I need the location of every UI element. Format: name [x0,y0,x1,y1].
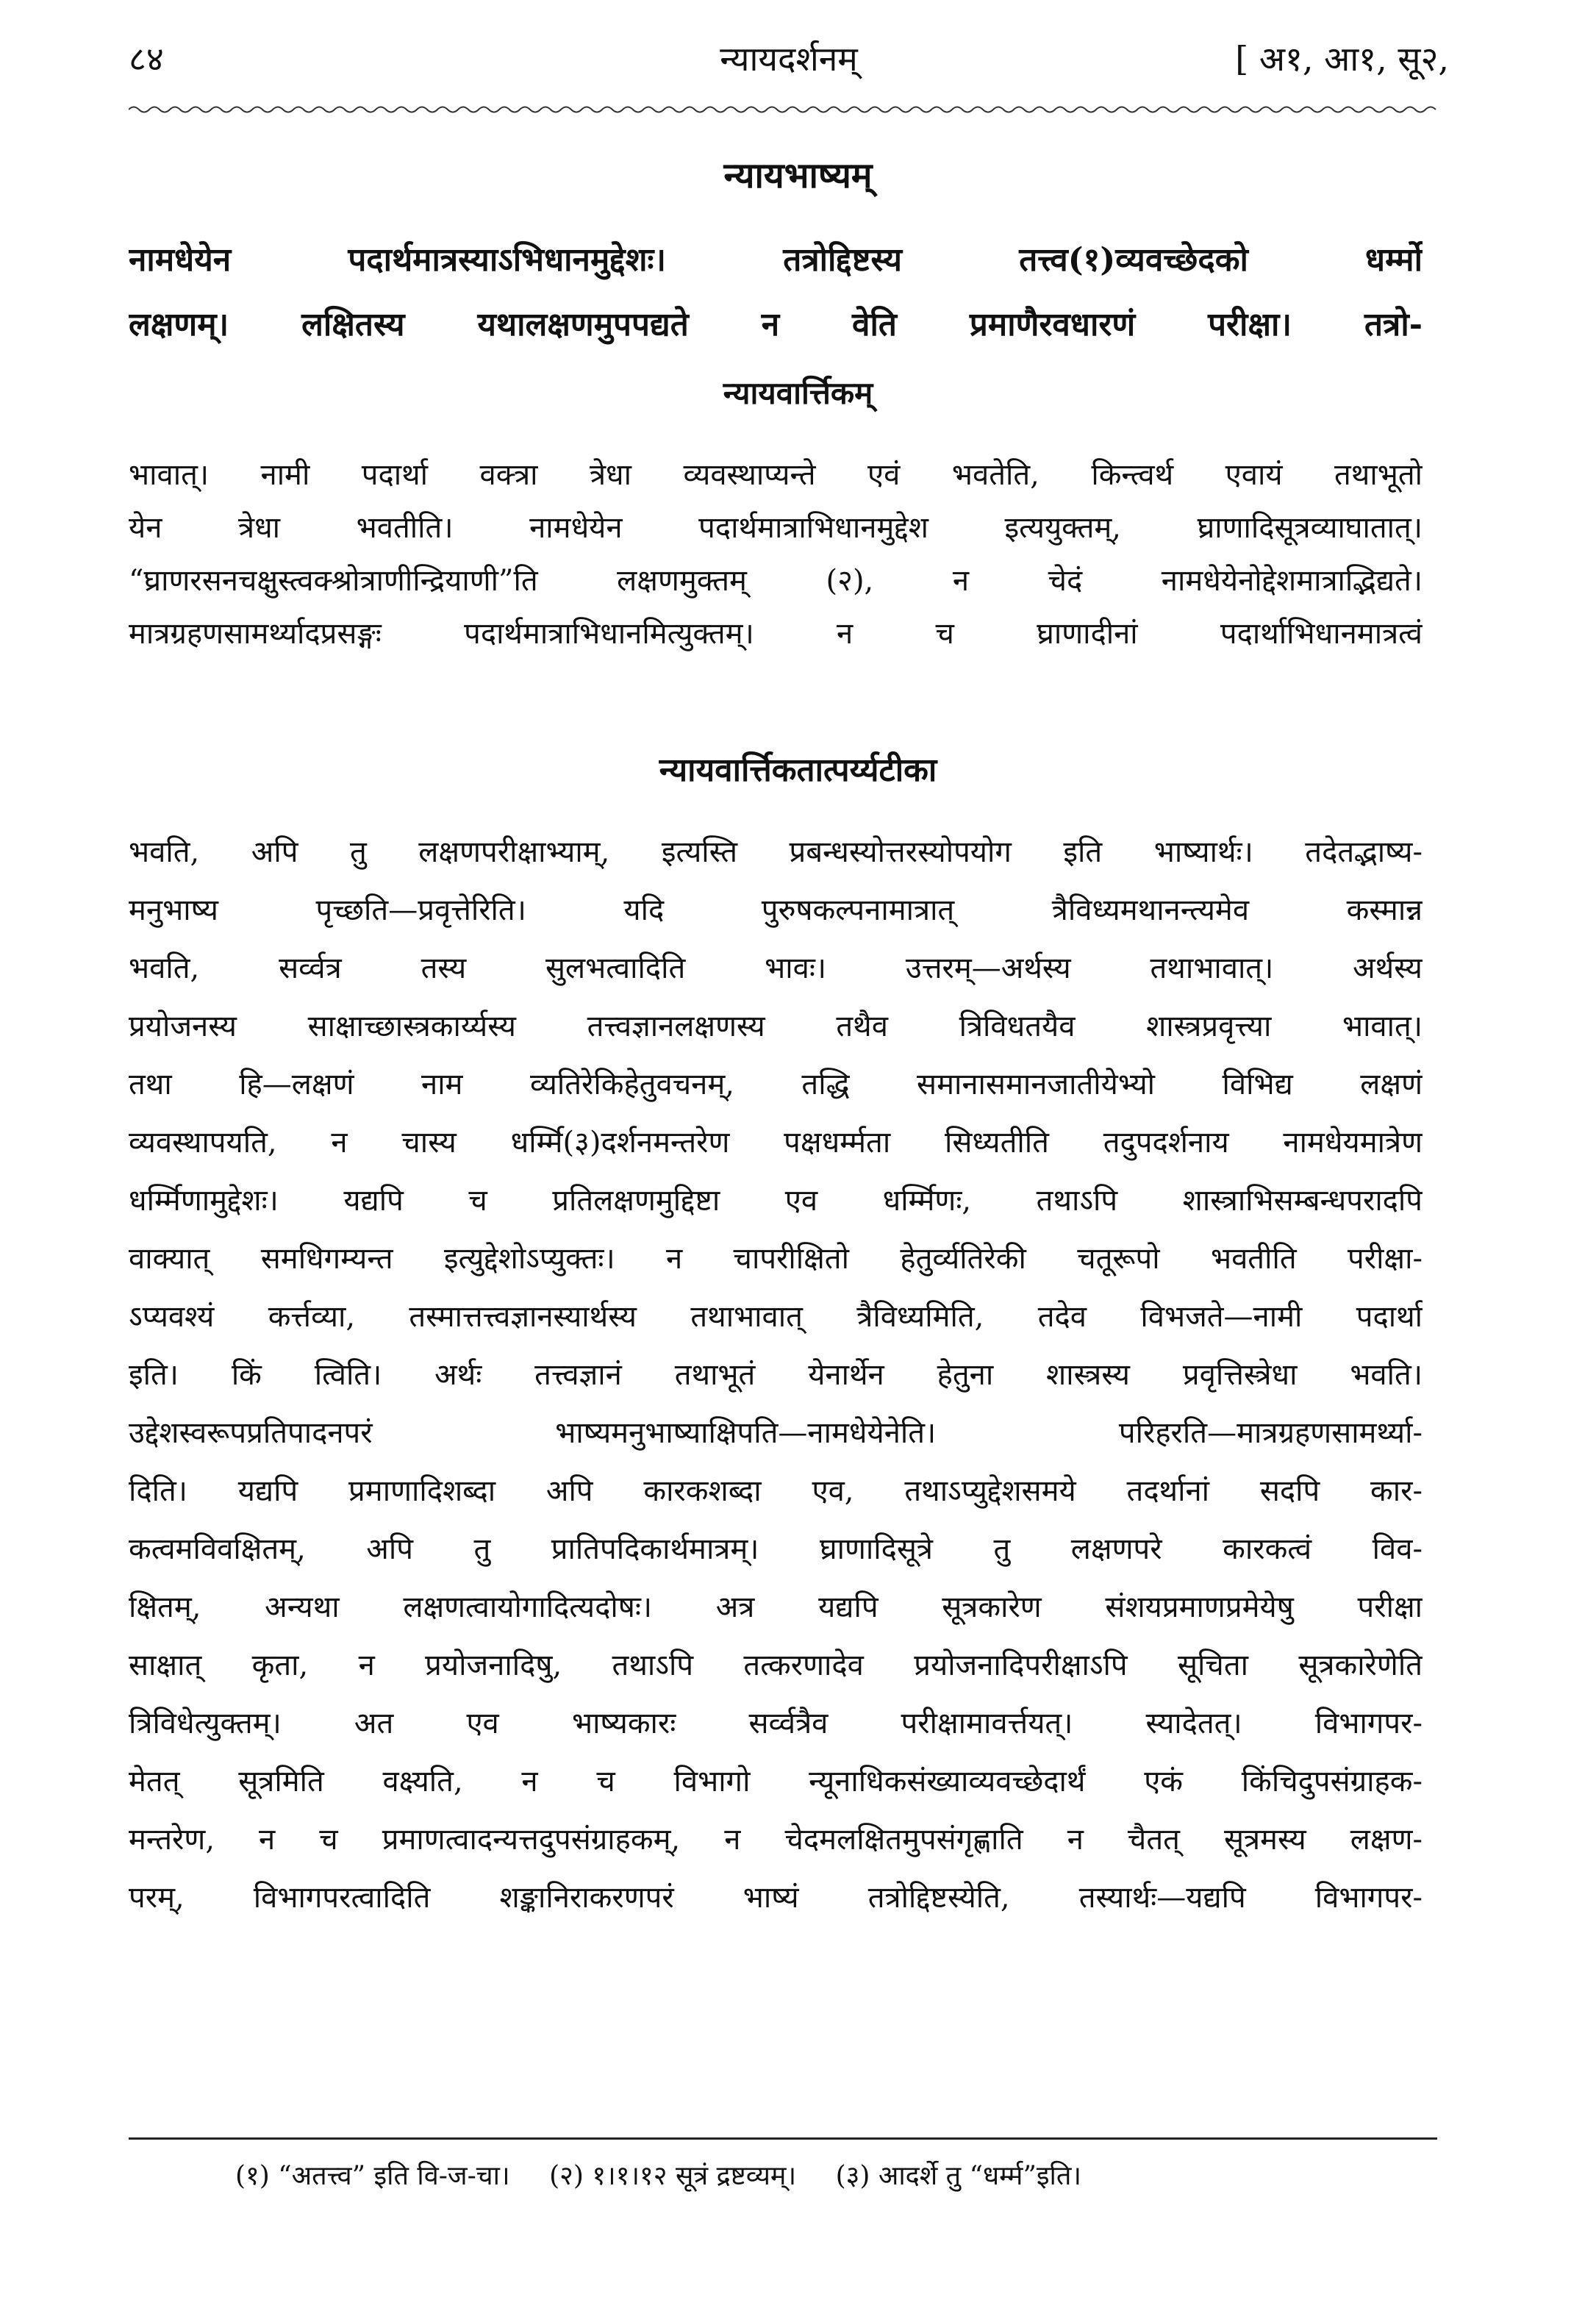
tika-line: धर्म्मिणामुद्देशः। यद्यपि च प्रतिलक्षणमुद्दिष्टा एव धर्म्मिणः, तथाऽपि शास्त्राभिसम्बन्धपरादपि [129,1184,1423,1218]
bhashya-line: नामधेयेन पदार्थमात्रस्याऽभिधानमुद्देशः। तत्रोद्दिष्टस्य तत्त्व(१)व्यवच्छेदको धर्म्मो [129,241,1423,279]
header-wavy-rule [129,103,1437,116]
footnote-rule [129,2137,1437,2140]
footnote-2: (२) १।१।१२ सूत्रं द्रष्टव्यम्। [549,2161,797,2191]
tika-line: व्यवस्थापयति, न चास्य धर्म्मि(३)दर्शनमन्तरेण पक्षधर्म्मता सिध्यतीति तदुपदर्शनाय नामधेयमात्रेण [129,1126,1423,1160]
tika-line: मन्तरेण, न च प्रमाणत्वादन्यत्तदुपसंग्राहकम्, न चेदमलक्षितमुपसंगृह्णाति न चैतत् सूत्रमस्य लक्षण- [129,1823,1423,1857]
section-reference: [ अ१, आ१, सू२, [1235,39,1449,79]
tika-line: उद्देशस्वरूपप्रतिपादनपरं भाष्यमनुभाष्याक्षिपति—नामधेयेनेति। परिहरति—मात्रग्रहणसामर्थ्या- [129,1416,1423,1450]
tika-line: त्रिविधेत्युक्तम्। अत एव भाष्यकारः सर्व्वत्रैव परीक्षामावर्त्तयत्। स्यादेतत्। विभागपर- [129,1707,1423,1740]
tika-line: प्रयोजनस्य साक्षाच्छास्त्रकार्य्यस्य तत्त्वज्ञानलक्षणस्य तथैव त्रिविधतयैव शास्त्रप्रवृत्त्या भावात्। [129,1010,1423,1043]
footnote-3: (३) आदर्शे तु “धर्म्म”इति। [835,2161,1082,2191]
tika-line: भवति, अपि तु लक्षणपरीक्षाभ्याम्, इत्यस्ति प्रबन्धस्योत्तरस्योपयोग इति भाष्यार्थः। तदेतद्भाष्य- [129,835,1423,869]
tika-line: वाक्यात् समधिगम्यन्त इत्युद्देशोऽप्युक्तः। न चापरीक्षितो हेतुर्व्यतिरेकी चतूरूपो भवतीति परीक्षा- [129,1242,1423,1276]
tika-line: दिति। यद्यपि प्रमाणादिशब्दा अपि कारकशब्दा एव, तथाऽप्युद्देशसमये तदर्थानां सदपि कार- [129,1474,1423,1508]
tika-line: साक्षात् कृता, न प्रयोजनादिषु, तथाऽपि तत्करणादेव प्रयोजनादिपरीक्षाऽपि सूचिता सूत्रकारेणेति [129,1648,1423,1682]
tika-line: मेतत् सूत्रमिति वक्ष्यति, न च विभागो न्यूनाधिकसंख्याव्यवच्छेदार्थं एकं किंचिदुपसंग्राहक- [129,1765,1423,1798]
bhashya-line: लक्षणम्। लक्षितस्य यथालक्षणमुपपद्यते न वेति प्रमाणैरवधारणं परीक्षा। तत्रो- [129,306,1423,343]
vartika-line: मात्रग्रहणसामर्थ्यादप्रसङ्गः पदार्थमात्राभिधानमित्युक्तम्। न च घ्राणादीनां पदार्थाभिधानमात्रत्वं [129,617,1423,651]
running-title: न्यायदर्शनम् [720,39,858,79]
footnote-1: (१) “अतत्त्व” इति वि-ज-चा। [235,2161,510,2191]
tika-heading: न्यायवार्त्तिकतात्पर्य्यटीका [659,751,937,789]
bhashya-heading: न्यायभाष्यम् [723,155,873,196]
vartika-line: येन त्रेधा भवतीति। नामधेयेन पदार्थमात्राभिधानमुद्देश इत्ययुक्तम्, घ्राणादिसूत्रव्याघातात्। [129,511,1423,545]
tika-line: क्षितम्, अन्यथा लक्षणत्वायोगादित्यदोषः। अत्र यद्यपि सूत्रकारेण संशयप्रमाणप्रमेयेषु परीक्षा [129,1590,1423,1624]
vartika-line: “घ्राणरसनचक्षुस्त्वक्श्रोत्राणीन्द्रियाणी”ति लक्षणमुक्तम् (२), न चेदं नामधेयेनोद्देशमात्राद्भिद्यते। [129,564,1423,598]
tika-line: परम्, विभागपरत्वादिति शङ्कानिराकरणपरं भाष्यं तत्रोद्दिष्टस्येति, तस्यार्थः—यद्यपि विभागपर- [129,1881,1423,1915]
tika-line: मनुभाष्य पृच्छति—प्रवृत्तेरिति। यदि पुरुषकल्पनामात्रात् त्रैविध्यमथानन्त्यमेव कस्मान्न [129,893,1423,927]
page-number: ८४ [129,39,164,79]
page-header [129,29,1449,88]
tika-line: तथा हि—लक्षणं नाम व्यतिरेकिहेतुवचनम्, तद्धि समानासमानजातीयेभ्यो विभिद्य लक्षणं [129,1068,1423,1101]
vartika-line: भावात्। नामी पदार्था वक्त्रा त्रेधा व्यवस्थाप्यन्ते एवं भवतेति, किन्त्वर्थ एवायं तथाभूतो [129,458,1423,492]
vartika-heading: न्यायवार्त्तिकम् [723,375,873,411]
tika-line: कत्वमविवक्षितम्, अपि तु प्रातिपदिकार्थमात्रम्। घ्राणादिसूत्रे तु लक्षणपरे कारकत्वं विव- [129,1532,1423,1566]
footnotes [235,2154,1112,2198]
bhashya-text [129,228,1423,357]
tika-line: ऽप्यवश्यं कर्त्तव्या, तस्मात्तत्त्वज्ञानस्यार्थस्य तथाभावात् त्रैविध्यमिति, तदेव विभजते—नामी पदार्था [129,1300,1423,1334]
tika-text [129,824,1423,1927]
tika-line: भवति, सर्व्वत्र तस्य सुलभत्वादिति भावः। उत्तरम्—अर्थस्य तथाभावात्। अर्थस्य [129,951,1423,985]
vartika-text [129,449,1423,660]
tika-line: इति। किं त्विति। अर्थः तत्त्वज्ञानं तथाभूतं येनार्थेन हेतुना शास्त्रस्य प्रवृत्तिस्त्रेधा भवति। [129,1358,1423,1392]
